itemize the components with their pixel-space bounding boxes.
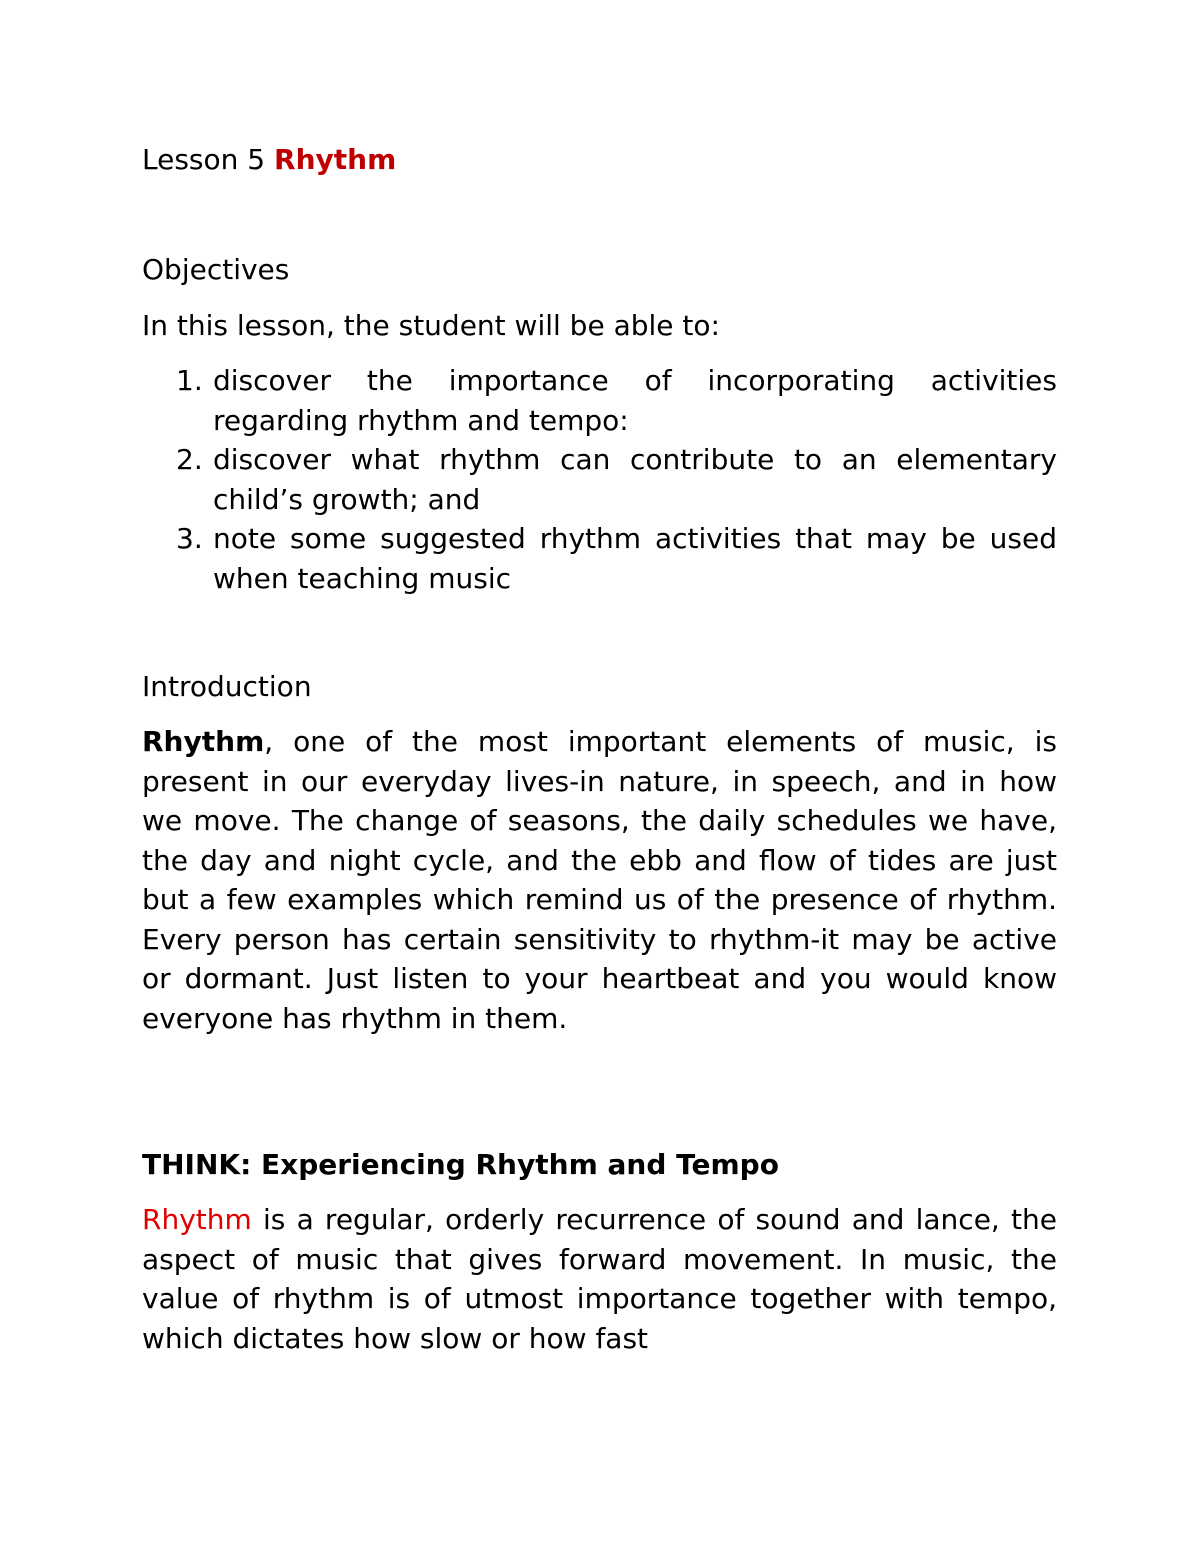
objective-item [142,361,1057,440]
objectives-lead: In this lesson, the student will be able to: [142,309,720,342]
think-body: is a regular, orderly recurrence of sound and lance, the aspect of music that gives forward movement. In music, the value of rhythm is of utmost importance together with tempo, which dictates how slow or how fast [142,1203,1057,1355]
introduction-paragraph [142,722,1057,1038]
objective-number: 3. [176,522,203,555]
lesson-topic: Rhythm [274,143,397,176]
lesson-prefix: Lesson 5 [142,143,266,176]
introduction-body: , one of the most important elements of music, is present in our everyday lives-in nature, in speech, and in how we move. The change of seasons, the daily schedules we have, the day and night cycle, and the ebb and flow of tides are just but a few examples which remind us of the presence of rhythm. Every person has certain sensitivity to rhythm-it may be active or dormant. Just listen to your heartbeat and you would know everyone has rhythm in them. [142,725,1057,1035]
objective-number: 2. [176,443,203,476]
objectives-heading: Objectives [142,253,290,286]
objective-number: 1. [176,364,203,397]
objective-text: discover what rhythm can contribute to an elementary child’s growth; and [213,443,1057,516]
objective-text: note some suggested rhythm activities that may be used when teaching music [213,522,1057,595]
lesson-title [142,140,396,180]
objective-item [142,440,1057,519]
introduction-bold-term: Rhythm [142,725,265,758]
objective-text: discover the importance of incorporating activities regarding rhythm and tempo: [213,364,1057,437]
think-red-term: Rhythm [142,1203,252,1236]
objectives-list [142,361,1057,598]
objective-item [142,519,1057,598]
think-heading: THINK: Experiencing Rhythm and Tempo [142,1148,779,1181]
think-paragraph [142,1200,1057,1358]
introduction-heading: Introduction [142,670,312,703]
